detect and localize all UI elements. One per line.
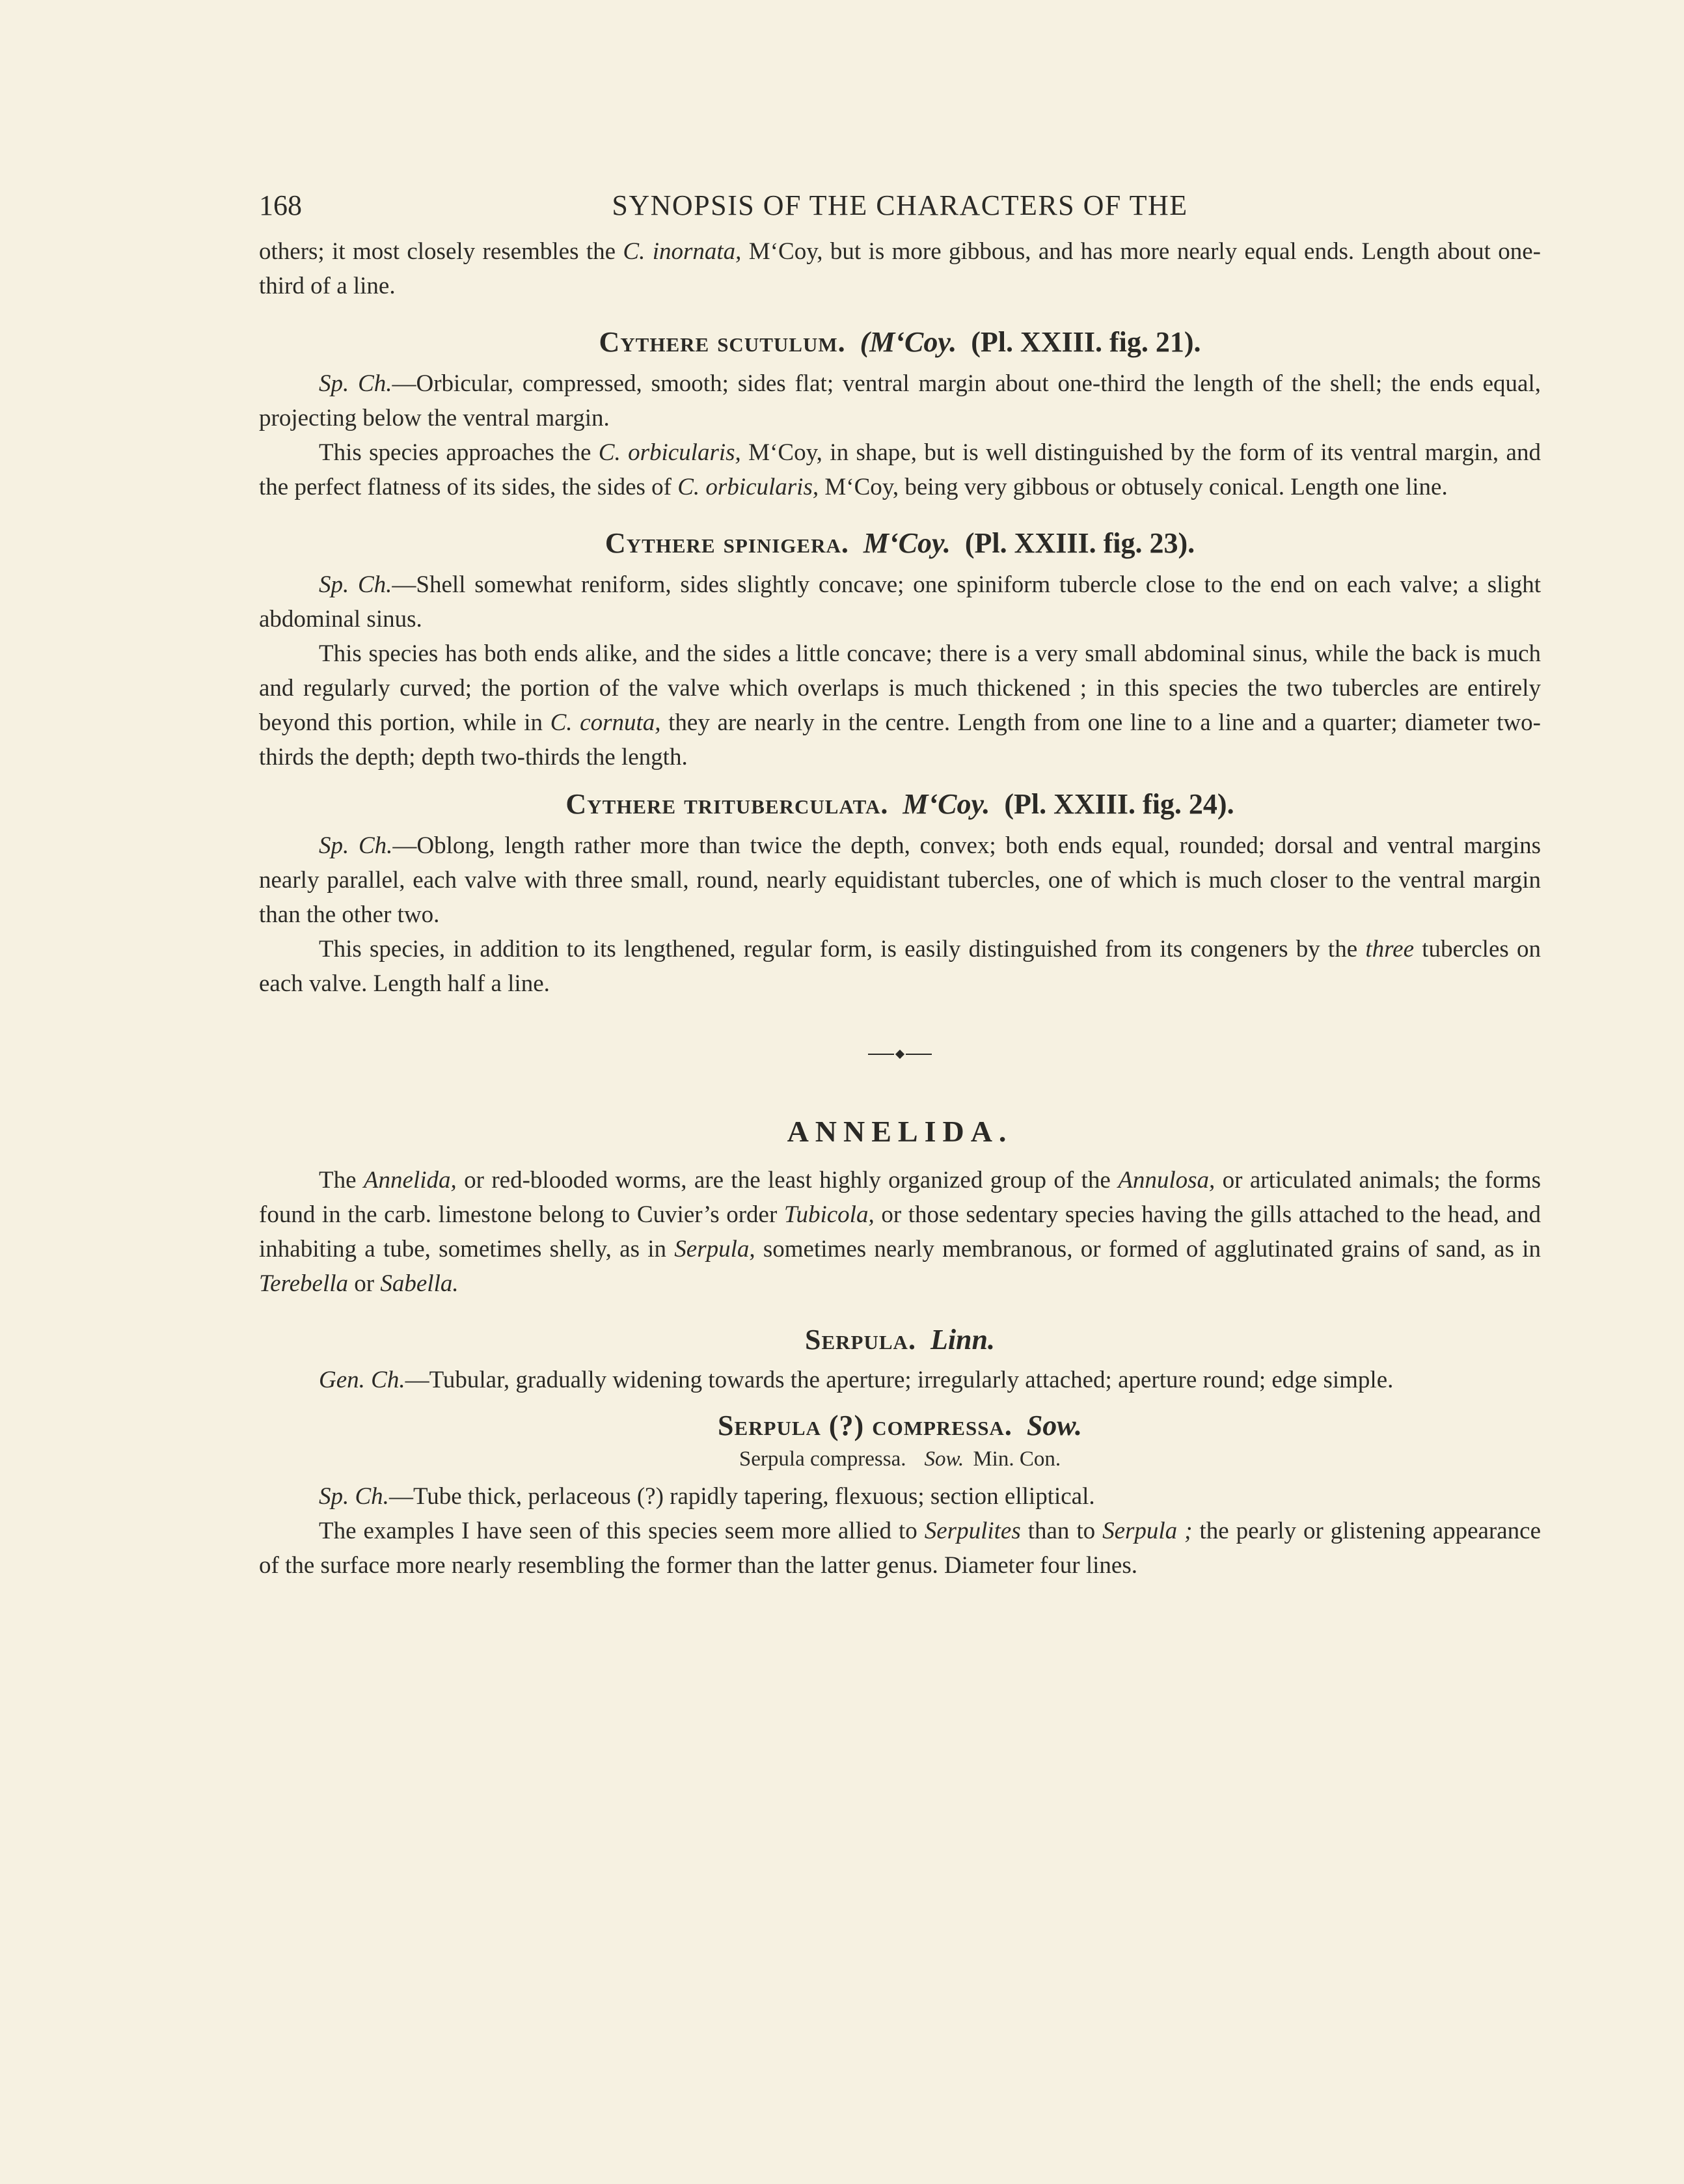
- specific-characters-spinigera: Sp. Ch.—Shell somewhat reniform, sides slightly concave; one spiniform tubercle close to the end on each valve; a slight abdominal sinus.: [259, 571, 1541, 633]
- page-body: [259, 182, 1541, 1583]
- running-head: [259, 182, 1541, 234]
- synonymy-compressa: Serpula compressa. Sow. Min. Con.: [739, 1447, 1061, 1471]
- specific-characters-scutulum: Sp. Ch.—Orbicular, compressed, smooth; sides flat; ventral margin about one-third the length of the shell; the ends equal, projecting below the ventral margin.: [259, 370, 1541, 431]
- description-spinigera: This species has both ends alike, and the sides a little concave; there is a very small abdominal sinus, while the back is much and regularly curved; the portion of the valve which overlaps is much thickened ; in this species the two tubercles are entirely beyond this portion, while in C. cornuta, they are nearly in the centre. Length from one line to a line and a quarter; diameter two-thirds the depth; depth two-thirds the length.: [259, 640, 1541, 771]
- description-trituberculata: This species, in addition to its lengthened, regular form, is easily distinguished from its congeners by the three tubercles on each valve. Length half a line.: [259, 936, 1541, 997]
- species-heading-compressa: Serpula (?) compressa. Sow.: [717, 1410, 1083, 1441]
- specific-characters-compressa: Sp. Ch.—Tube thick, perlaceous (?) rapidly tapering, flexuous; section elliptical.: [319, 1483, 1095, 1510]
- genus-heading-serpula: Serpula. Linn.: [805, 1324, 995, 1356]
- specific-characters-trituberculata: Sp. Ch.—Oblong, length rather more than twice the depth, convex; both ends equal, rounded; dorsal and ventral margins nearly parallel, each valve with three small, round, nearly equidistant tubercles, one of which is much closer to the ventral margin than the other two.: [259, 832, 1541, 928]
- species-heading-scutulum: Cythere scutulum. (M‘Coy. (Pl. XXIII. fig. 21).: [599, 326, 1201, 358]
- annelida-intro: The Annelida, or red-blooded worms, are the least highly organized group of the Annulosa, or articulated animals; the forms found in the carb. limestone belong to Cuvier’s order Tubicola, or those sedentary species having the gills attached to the head, and inhabiting a tube, sometimes shelly, as in Serpula, sometimes nearly membranous, or formed of agglutinated grains of sand, as in Terebella or Sabella.: [259, 1167, 1541, 1297]
- opening-paragraph: others; it most closely resembles the C. inornata, M‘Coy, but is more gibbous, and has more nearly equal ends. Length about one-third of a line.: [259, 238, 1541, 299]
- section-ornament: [259, 1041, 1541, 1067]
- description-scutulum: This species approaches the C. orbicularis, M‘Coy, in shape, but is well distinguished by the form of its ventral margin, and the perfect flatness of its sides, the sides of C. orbicularis, M‘Coy, being very gibbous or obtusely conical. Length one line.: [259, 439, 1541, 500]
- section-title-annelida: ANNELIDA.: [787, 1115, 1013, 1148]
- species-heading-spinigera: Cythere spinigera. M‘Coy. (Pl. XXIII. fig. 23).: [604, 527, 1195, 559]
- running-title: SYNOPSIS OF THE CHARACTERS OF THE: [612, 189, 1188, 221]
- species-heading-trituberculata: Cythere trituberculata. M‘Coy. (Pl. XXIII. fig. 24).: [565, 788, 1234, 820]
- generic-characters-serpula: Gen. Ch.—Tubular, gradually widening towards the aperture; irregularly attached; aperture round; edge simple.: [319, 1367, 1394, 1393]
- description-compressa: The examples I have seen of this species seem more allied to Serpulites than to Serpula ; the pearly or glistening appearance of the surface more nearly resembling the former than the latter genus. Diameter four lines.: [259, 1518, 1541, 1579]
- page-number: 168: [259, 189, 302, 221]
